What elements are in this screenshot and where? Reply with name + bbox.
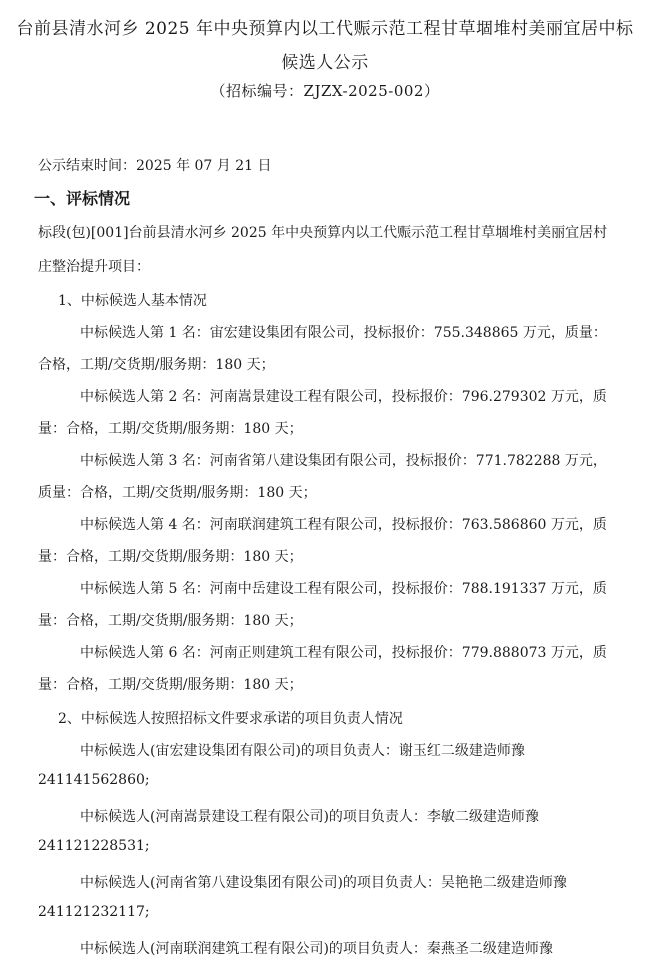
candidate-4-line-1: 中标候选人第 4 名：河南联润建筑工程有限公司，投标报价：763.586860 万元，质 <box>80 517 607 533</box>
candidate-3-line-1: 中标候选人第 3 名：河南省第八建设集团有限公司，投标报价：771.782288 万元， <box>80 453 607 469</box>
candidate-2-line-2: 量：合格，工期/交货期/服务期：180 天； <box>38 421 303 437</box>
candidate-1-line-2: 合格，工期/交货期/服务期：180 天； <box>38 357 275 373</box>
manager-2-line-2: 241121228531; <box>38 838 150 854</box>
manager-4-line-1: 中标候选人(河南联润建筑工程有限公司)的项目负责人：秦燕圣二级建造师豫 <box>80 941 553 957</box>
lot-description-line-1: 标段(包)[001]台前县清水河乡 2025 年中央预算内以工代赈示范工程甘草堌堆村美丽宜居村 <box>38 225 608 241</box>
candidate-5-line-2: 量：合格，工期/交货期/服务期：180 天； <box>38 613 303 629</box>
subheading-candidates: 1、中标候选人基本情况 <box>58 293 207 309</box>
candidate-6-line-2: 量：合格，工期/交货期/服务期：180 天； <box>38 677 303 693</box>
subheading-project-managers: 2、中标候选人按照招标文件要求承诺的项目负责人情况 <box>58 711 403 727</box>
candidate-2-line-1: 中标候选人第 2 名：河南嵩景建设工程有限公司，投标报价：796.279302 万元，质 <box>80 389 607 405</box>
lot-description-line-2: 庄整治提升项目： <box>38 259 150 275</box>
tender-number: （招标编号：ZJZX-2025-002） <box>210 82 440 100</box>
candidate-3-line-2: 质量：合格，工期/交货期/服务期：180 天； <box>38 485 317 501</box>
candidate-5-line-1: 中标候选人第 5 名：河南中岳建设工程有限公司，投标报价：788.191337 万元，质 <box>80 581 607 597</box>
manager-3-line-2: 241121232117; <box>38 904 150 920</box>
section-heading-evaluation: 一、评标情况 <box>34 189 131 208</box>
manager-1-line-1: 中标候选人(宙宏建设集团有限公司)的项目负责人：谢玉红二级建造师豫 <box>80 743 525 759</box>
end-time: 公示结束时间：2025 年 07 月 21 日 <box>38 158 272 174</box>
title-line-1: 台前县清水河乡 2025 年中央预算内以工代赈示范工程甘草堌堆村美丽宜居中标 <box>16 19 634 39</box>
candidate-4-line-2: 量：合格，工期/交货期/服务期：180 天； <box>38 549 303 565</box>
candidate-6-line-1: 中标候选人第 6 名：河南正则建筑工程有限公司，投标报价：779.888073 万元，质 <box>80 645 607 661</box>
manager-1-line-2: 241141562860; <box>38 772 150 788</box>
manager-2-line-1: 中标候选人(河南嵩景建设工程有限公司)的项目负责人：李敏二级建造师豫 <box>80 809 539 825</box>
candidate-1-line-1: 中标候选人第 1 名：宙宏建设集团有限公司，投标报价：755.348865 万元，质量： <box>80 325 607 341</box>
manager-3-line-1: 中标候选人(河南省第八建设集团有限公司)的项目负责人：吴艳艳二级建造师豫 <box>80 875 567 891</box>
title-line-2: 候选人公示 <box>281 53 369 73</box>
